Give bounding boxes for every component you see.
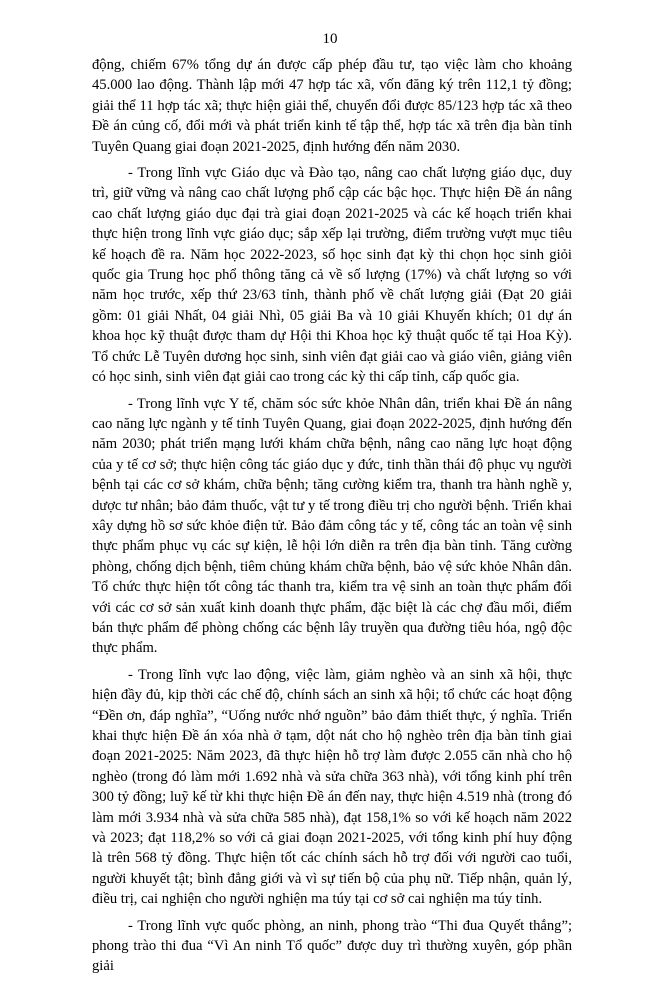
paragraph-defense-security: - Trong lĩnh vực quốc phòng, an ninh, phong trào “Thi đua Quyết thắng”; phong trào thi đua “Vì An ninh Tổ quốc” được duy trì thường xuyên, góp phần giải <box>92 917 572 975</box>
paragraph-investment-cooperatives: động, chiếm 67% tổng dự án được cấp phép đầu tư, tạo việc làm cho khoảng 45.000 lao động. Thành lập mới 47 hợp tác xã, vốn đăng ký trên 112,1 tỷ đồng; giải thể 11 hợp tác xã; thực hiện giải thể, chuyển đổi được 85/123 hợp tác xã theo Đề án củng cố, đổi mới và phát triển kinh tế tập thể, hợp tác xã trên địa bàn tỉnh Tuyên Quang giai đoạn 2021-2025, định hướng đến năm 2030. <box>92 57 572 155</box>
paragraph-health: - Trong lĩnh vực Y tế, chăm sóc sức khỏe Nhân dân, triển khai Đề án nâng cao năng lực ngành y tế tỉnh Tuyên Quang, giai đoạn 2022-2025, định hướng đến năm 2030; phát triển mạng lưới khám chữa bệnh, nâng cao năng lực hoạt động của y tế cơ sở; thực hiện công tác giáo dục y đức, tinh thần thái độ phục vụ người bệnh tại các cơ sở khám, chữa bệnh; tăng cường kiểm tra, thanh tra hành nghề y, dược tư nhân; bảo đảm thuốc, vật tư y tế trong điều trị cho người bệnh. Triển khai xây dựng hồ sơ sức khỏe điện tử. Bảo đảm công tác y tế, công tác an toàn vệ sinh thực phẩm phục vụ các sự kiện, lễ hội lớn diễn ra trên địa bàn tỉnh. Tăng cường phòng, chống dịch bệnh, tiêm chủng khám chữa bệnh, bảo vệ sức khỏe Nhân dân. Tổ chức thực hiện tốt công tác thanh tra, kiểm tra vệ sinh an toàn thực phẩm đối với các cơ sở sản xuất kinh doanh thực phẩm, đặc biệt là các chợ đầu mối, điểm bán thực phẩm để phòng chống các bệnh lây truyền qua đường tiêu hóa, ngộ độc thực phẩm. <box>92 395 572 657</box>
page-body <box>92 55 572 983</box>
paragraph-labor-social-security: - Trong lĩnh vực lao động, việc làm, giảm nghèo và an sinh xã hội, thực hiện đầy đủ, kịp thời các chế độ, chính sách an sinh xã hội; tổ chức các hoạt động “Đền ơn, đáp nghĩa”, “Uống nước nhớ nguồn” bảo đảm thiết thực, ý nghĩa. Triển khai thực hiện Đề án xóa nhà ở tạm, dột nát cho hộ nghèo trên địa bàn tỉnh giai đoạn 2021-2025: Năm 2023, đã thực hiện hỗ trợ làm được 2.055 căn nhà cho hộ nghèo (trong đó làm mới 1.692 nhà và sửa chữa 363 nhà), với tổng kinh phí trên 300 tỷ đồng; luỹ kế từ khi thực hiện Đề án đến nay, thực hiện 4.519 nhà (trong đó làm mới 3.934 nhà và sửa chữa 585 nhà), đạt 158,1% so với kế hoạch năm 2022 và 2023; đạt 118,2% so với cả giai đoạn 2021-2025, với tổng kinh phí huy động là trên 568 tỷ đồng. Thực hiện tốt các chính sách hỗ trợ đối với người cao tuổi, người khuyết tật; bình đẳng giới và vì sự tiến bộ của phụ nữ. Tiếp nhận, quản lý, điều trị, cai nghiện cho người nghiện ma túy tại cơ sở cai nghiện ma túy tỉnh. <box>92 666 572 908</box>
paragraph-education: - Trong lĩnh vực Giáo dục và Đào tạo, nâng cao chất lượng giáo dục, duy trì, giữ vững và nâng cao chất lượng phổ cập các bậc học. Thực hiện Đề án nâng cao chất lượng giáo dục đại trà giai đoạn 2021-2025 và các kế hoạch triển khai thực hiện trong lĩnh vực giáo dục; sắp xếp lại trường, điểm trường vượt mục tiêu kế hoạch đề ra. Năm học 2022-2023, số học sinh đạt kỳ thi chọn học sinh giỏi quốc gia Trung học phổ thông tăng cả về số lượng (17%) và chất lượng so với năm học trước, xếp thứ 23/63 tỉnh, thành phố về chất lượng giải (Đạt 20 giải gồm: 01 giải Nhất, 04 giải Nhì, 05 giải Ba và 10 giải Khuyến khích; 01 dự án khoa học kỹ thuật được tham dự Hội thi Khoa học kỹ thuật quốc tế tại Hoa Kỳ). Tổ chức Lễ Tuyên dương học sinh, sinh viên đạt giải cao và giáo viên, giảng viên có học sinh, sinh viên đạt giải cao trong các kỳ thi cấp tỉnh, cấp quốc gia. <box>92 165 572 386</box>
page-number: 10 <box>322 31 338 47</box>
